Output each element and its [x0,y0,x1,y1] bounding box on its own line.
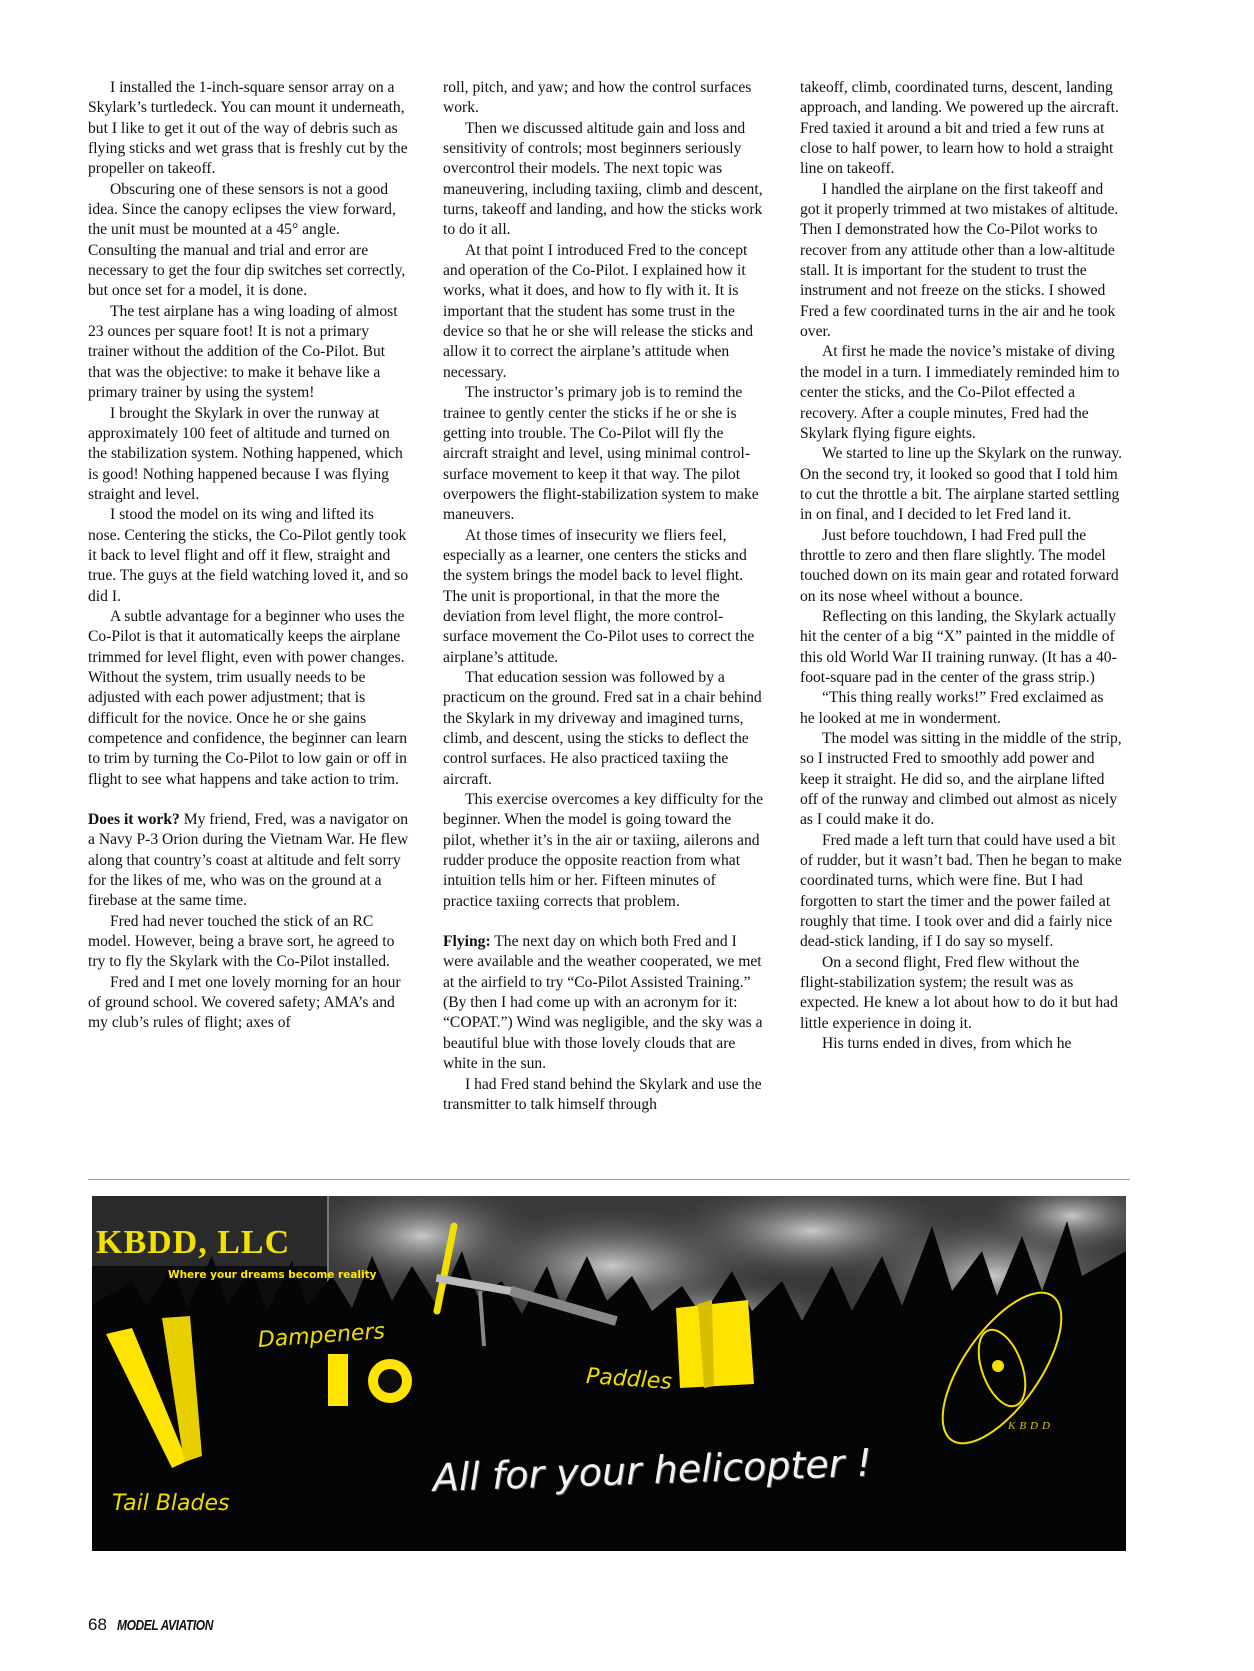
company-name: KBDD, LLC [96,1224,291,1261]
kbdd-advertisement [92,1196,1126,1551]
dampeners-label: Dampeners [257,1319,386,1353]
section-text: The next day on which both Fred and I were available and the weather cooperated, we met at the airfield to try “Co-Pilot Assisted Training.” (By then I had come up with an acronym for it: “COPAT.”) Wind was negligible, and the sky was a beautiful blue with those lovely clouds that are white in the sun. [443,933,763,1073]
paragraph: Then we discussed altitude gain and loss and sensitivity of controls; most beginners seriously overcontrol their models. The next topic was maneuvering, including taxiing, climb and descent, turns, takeoff and landing, and how the sticks work to do it all. [443,119,763,239]
paddles-label: Paddles [585,1364,673,1395]
magazine-name: MODEL AVIATION [116,1617,213,1634]
dampener-ring [368,1359,412,1403]
paragraph: That education session was followed by a practicum on the ground. Fred sat in a chair behind the Skylark in my driveway and imagined turns, climb, and descent, using the sticks to deflect the control surfaces. He also practiced taxiing the aircraft. [443,668,762,788]
logo-text: KBDD [1008,1420,1054,1432]
page-footer [88,1615,237,1635]
paragraph: Just before touchdown, I had Fred pull the throttle to zero and then flare slightly. The model touched down on its main gear and rotated forward on its nose wheel without a bounce. [800,526,1119,605]
paragraph-continued: takeoff, climb, coordinated turns, descent, landing approach, and landing. We powered up the aircraft. Fred taxied it around a bit and tried a few runs at close to half power, to learn how to hold a straight line on takeoff. [800,79,1119,178]
section-paragraph [88,810,410,912]
paragraph: I brought the Skylark in over the runway at approximately 100 feet of altitude and turned on the stabilization system. Nothing happened, which is good! Nothing happened because I was flying straight and level. [88,404,403,503]
paragraph: His turns ended in dives, from which he [822,1035,1072,1053]
section-heading: Does it work? [88,811,180,829]
paragraph: Obscuring one of these sensors is not a good idea. Since the canopy eclipses the view forward, the unit must be mounted at a 45° angle. Consulting the manual and trial and error are necessary to get the four dip switches set correctly, but once set for a model, it is done. [88,180,406,300]
article-column-1 [88,78,410,1034]
paragraph-continued: roll, pitch, and yaw; and how the control surfaces work. [443,79,752,117]
paragraph: This exercise overcomes a key difficulty for the beginner. When the model is going toward the pilot, whether it’s in the air or taxiing, ailerons and rudder produce the opposite reaction from what intuition tells him or her. Fifteen minutes of practice taxiing corrects that problem. [443,791,764,910]
ad-headline: All for your helicopter ! [432,1440,873,1500]
paragraph: I stood the model on its wing and lifted its nose. Centering the sticks, the Co-Pilot gently took it back to level flight and off it flew, straight and true. The guys at the field watching loved it, and so did I. [88,506,409,605]
paragraph: I handled the airplane on the first takeoff and got it properly trimmed at two mistakes of altitude. Then I demonstrated how the Co-Pilot works to recover from any attitude other than a low-altitude stall. It is important for the student to trust the instrument and not freeze on the sticks. I showed Fred a few coordinated turns in the air and he took over. [800,180,1119,341]
paragraph: I installed the 1-inch-square sensor array on a Skylark’s turtledeck. You can mount it underneath, but I like to get it out of the way of debris such as flying sticks and wet grass that is freshly cut by the propeller on takeoff. [88,79,408,178]
paragraph: We started to line up the Skylark on the runway. On the second try, it looked so good that I told him to cut the throttle a bit. The airplane started settling in on final, and I decided to let Fred land it. [800,445,1123,524]
dampener-block [328,1354,348,1406]
tagline: Where your dreams become reality [168,1269,377,1281]
paragraph: Fred had never touched the stick of an RC model. However, being a brave sort, he agreed to try to fly the Skylark with the Co-Pilot installed. [88,912,395,971]
paragraph: The instructor’s primary job is to remind the trainee to gently center the sticks if he or she is getting into trouble. The Co-Pilot will fly the aircraft straight and level, using minimal control-surface movement to keep it that way. The pilot overpowers the flight-stabilization system to make maneuvers. [443,384,759,524]
tail-blades-label: Tail Blades [112,1491,230,1516]
article-column-2 [443,78,765,1115]
section-paragraph [443,932,765,1074]
paragraph: “This thing really works!” Fred exclaimed as he looked at me in wonderment. [800,689,1104,727]
paragraph: A subtle advantage for a beginner who uses the Co-Pilot is that it automatically keeps the airplane trimmed for level flight, even with power changes. Without the system, trim usually needs to be adjusted with each power adjustment; that is difficult for the novice. Once he or she gains competence and confidence, the beginner can learn to trim by turning the Co-Pilot to low gain or off in flight to see what happens and take action to trim. [88,607,408,788]
paragraph: The model was sitting in the middle of the strip, so I instructed Fred to smoothly add power and keep it straight. He did so, and the airplane lifted off of the runway and climbed out almost as nicely as I could make it do. [800,730,1122,829]
paragraph: I had Fred stand behind the Skylark and use the transmitter to talk himself through [443,1075,762,1113]
paragraph: On a second flight, Fred flew without the flight-stabilization system; the result was as expected. He knew a lot about how to do it but had little experience in doing it. [800,953,1118,1032]
section-text: My friend, Fred, was a navigator on a Navy P-3 Orion during the Vietnam War. He flew along that country’s coast at altitude and felt sorry for the likes of me, who was on the ground at a firebase at the same time. [88,811,409,910]
section-heading: Flying: [443,933,491,951]
divider-rule [88,1179,1130,1180]
article-column-3 [800,78,1122,1055]
paragraph: At those times of insecurity we fliers feel, especially as a learner, one centers the sticks and the system brings the model back to level flight. The unit is proportional, in that the more the deviation from level flight, the more control-surface movement the Co-Pilot uses to correct the airplane’s attitude. [443,526,755,666]
paddles-graphic [676,1300,754,1388]
paragraph: The test airplane has a wing loading of almost 23 ounces per square foot! It is not a primary trainer without the addition of the Co-Pilot. But that was the objective: to make it behave like a primary trainer by using the system! [88,302,398,402]
page-number: 68 [88,1615,107,1634]
paragraph: Reflecting on this landing, the Skylark actually hit the center of a big “X” painted in the middle of this old World War II training runway. (It has a 40-foot-square pad in the center of the grass strip.) [800,607,1117,686]
paragraph: Fred made a left turn that could have used a bit of rudder, but it wasn’t bad. Then he began to make coordinated turns, which were fine. But I had forgotten to start the timer and the power failed at roughly that time. I took over and did a fairly nice dead-stick landing, if I do say so myself. [800,831,1122,951]
paragraph: At that point I introduced Fred to the concept and operation of the Co-Pilot. I explained how it works, what it does, and how to fly with it. It is important that the student has some trust in the device so that he or she will release the sticks and allow it to correct the airplane’s attitude when necessary. [443,241,754,381]
paragraph: Fred and I met one lovely morning for an hour of ground school. We covered safety; AMA’s and my club’s rules of flight; axes of [88,973,401,1032]
paragraph: At first he made the novice’s mistake of diving the model in a turn. I immediately reminded him to center the sticks, and the Co-Pilot effected a recovery. After a couple minutes, Fred had the Skylark flying figure eights. [800,343,1120,442]
